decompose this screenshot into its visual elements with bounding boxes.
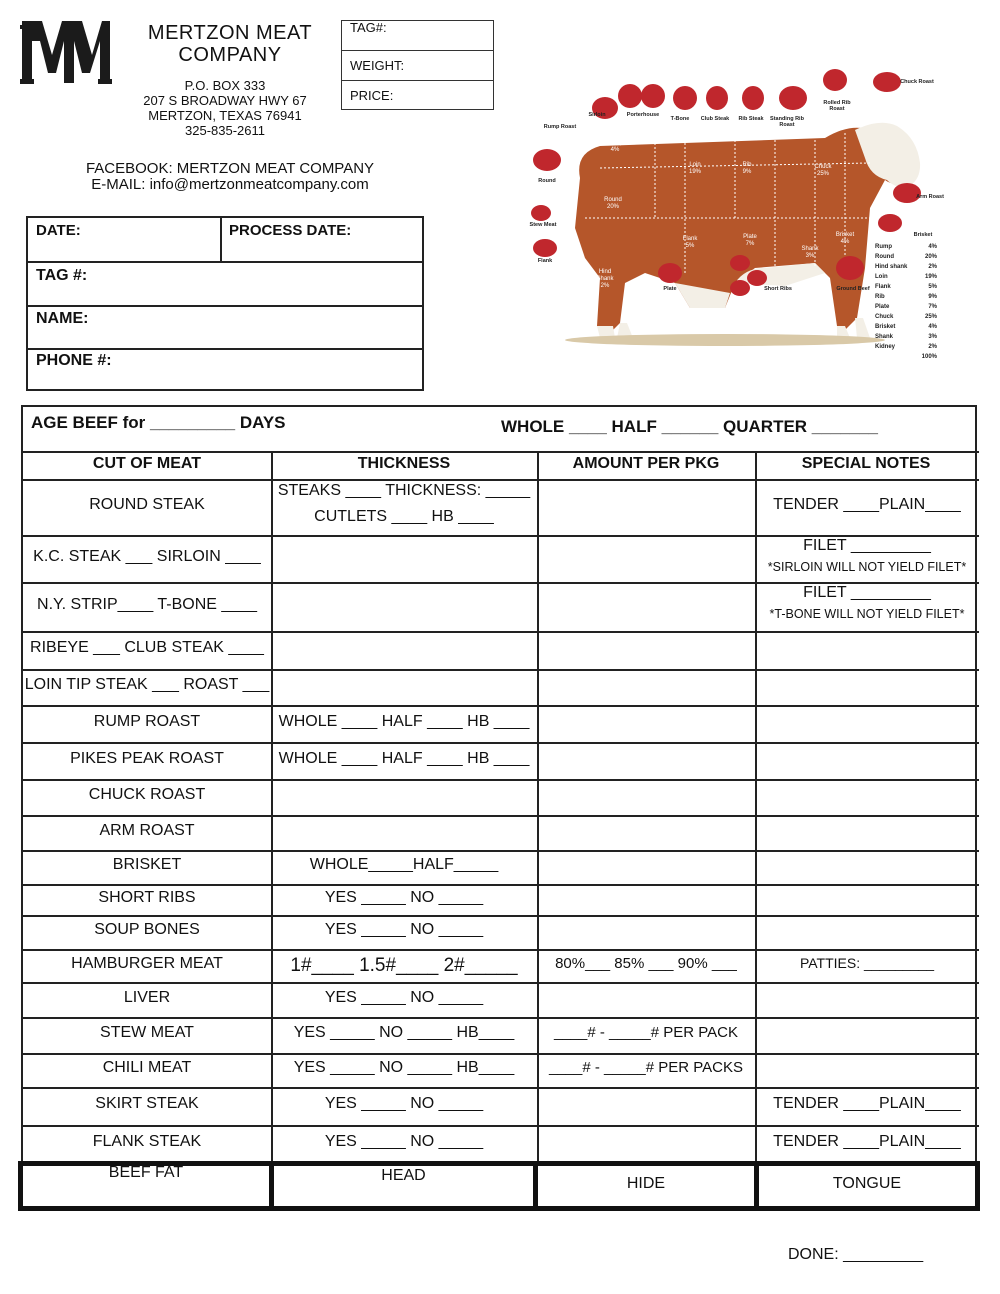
- table-row-line: [23, 631, 979, 633]
- legend-percent: 25%: [924, 314, 937, 320]
- region-label-plate: Plate: [743, 234, 757, 240]
- table-row-line: [23, 815, 979, 817]
- region-label-rump: Rump: [606, 140, 624, 146]
- svg-text:Roast: Roast: [779, 122, 795, 128]
- cut-name-club-steak: Club Steak: [700, 116, 730, 122]
- svg-text:19%: 19%: [688, 169, 702, 175]
- table-row-line: [23, 1053, 979, 1055]
- table-row-line: [23, 915, 979, 917]
- legend-percent: 3%: [928, 334, 937, 340]
- legend-percent: 100%: [921, 354, 937, 360]
- table-row-line: [23, 1125, 979, 1127]
- cut-name: RUMP ROAST: [93, 712, 201, 730]
- special-notes[interactable]: FILET _________: [803, 537, 931, 554]
- cut-name: ROUND STEAK: [89, 496, 205, 513]
- cut-name: CHILI MEAT: [102, 1059, 192, 1076]
- table-row-line: [23, 779, 979, 781]
- beef-cuts-chart: [525, 68, 950, 368]
- cut-name: CHUCK ROAST: [88, 786, 206, 803]
- contact-info: FACEBOOK: MERTZON MEAT COMPANY E-MAIL: info@mertzonmeatcompany.com: [85, 160, 375, 193]
- weight-field[interactable]: WEIGHT:: [342, 51, 493, 81]
- thickness-option[interactable]: YES _____ NO _____ HB____: [293, 1024, 515, 1041]
- process-date-field[interactable]: PROCESS DATE:: [229, 222, 352, 239]
- cut-name: SHORT RIBS: [98, 888, 196, 906]
- cut-name: K.C. STEAK ___ SIRLOIN ____: [33, 547, 261, 565]
- legend-name: Loin: [875, 274, 888, 280]
- svg-text:2%: 2%: [600, 283, 610, 289]
- age-beef-field[interactable]: AGE BEEF for _________ DAYS: [31, 413, 286, 432]
- thickness-option[interactable]: YES _____ NO _____: [324, 1133, 484, 1150]
- region-label-flank: Flank: [682, 236, 698, 242]
- legend-percent: 2%: [928, 344, 937, 350]
- cut-name-short-ribs: Short Ribs: [764, 286, 792, 292]
- thickness-option[interactable]: WHOLE_____HALF_____: [309, 856, 499, 873]
- amount-per-package[interactable]: 80%___ 85% ___ 90% ___: [555, 954, 737, 972]
- legend-name: Rump: [875, 244, 892, 250]
- special-notes-warning: *T-BONE WILL NOT YIELD FILET*: [769, 607, 965, 621]
- head-option[interactable]: HEAD: [381, 1167, 426, 1184]
- cut-name: STEW MEAT: [100, 1024, 194, 1041]
- svg-text:25%: 25%: [816, 171, 830, 177]
- svg-text:3%: 3%: [805, 253, 815, 259]
- cut-name: PIKES PEAK ROAST: [70, 749, 224, 767]
- tongue-option[interactable]: TONGUE: [832, 1175, 902, 1192]
- table-row-line: [23, 982, 979, 984]
- bottom-items-box: [18, 1161, 980, 1211]
- customer-info-box: [26, 216, 424, 391]
- legend-name: Rib: [875, 294, 885, 300]
- region-label-chuck: Chuck: [814, 164, 832, 170]
- company-address: P.O. BOX 333 207 S BROADWAY HWY 67 MERTZON, TEXAS 76941 325-835-2611: [143, 78, 307, 138]
- cut-name: SKIRT STEAK: [95, 1095, 199, 1112]
- svg-text:5%: 5%: [685, 243, 695, 249]
- table-row-line: [23, 850, 979, 852]
- svg-text:4%: 4%: [840, 239, 850, 245]
- region-label-round: Round: [604, 197, 622, 203]
- cut-name-round: Round: [538, 178, 556, 184]
- region-label-hind-shank: Hind: [598, 269, 612, 275]
- legend-name: Brisket: [875, 324, 896, 330]
- cut-name-flank: Flank: [537, 258, 553, 264]
- legend-percent: 4%: [928, 244, 937, 250]
- column-header: AMOUNT PER PKG: [572, 455, 720, 472]
- cut-name-arm-roast: Arm Roast: [916, 194, 944, 200]
- special-notes[interactable]: TENDER ____PLAIN____: [773, 496, 961, 513]
- column-header: SPECIAL NOTES: [801, 455, 931, 472]
- cut-name: LOIN TIP STEAK ___ ROAST ___: [24, 676, 270, 693]
- legend-percent: 19%: [924, 274, 937, 280]
- amount-per-package[interactable]: ____# - _____# PER PACKS: [548, 1059, 743, 1076]
- cut-name: ARM ROAST: [99, 821, 195, 839]
- table-col-line: [537, 451, 539, 1163]
- special-notes[interactable]: TENDER ____PLAIN____: [773, 1095, 961, 1112]
- company-name: MERTZON MEAT COMPANY: [147, 22, 313, 66]
- cut-name-plate: Plate: [663, 286, 677, 292]
- cut-name: BRISKET: [112, 856, 182, 873]
- table-row-line: [23, 742, 979, 744]
- table-row-line: [23, 705, 979, 707]
- svg-text:7%: 7%: [745, 241, 755, 247]
- legend-percent: 5%: [928, 284, 937, 290]
- legend-name: Hind shank: [875, 264, 908, 270]
- cut-name: N.Y. STRIP____ T-BONE ____: [37, 595, 257, 613]
- tag-field[interactable]: TAG#:: [342, 21, 493, 51]
- table-row-line: [23, 451, 979, 453]
- legend-name: Flank: [875, 284, 891, 290]
- hide-option[interactable]: HIDE: [626, 1175, 666, 1192]
- portion-field[interactable]: WHOLE ____ HALF ______ QUARTER _______: [501, 417, 878, 436]
- table-row-line: [23, 1017, 979, 1019]
- cut-name-rump-roast: Rump Roast: [543, 124, 577, 130]
- special-notes[interactable]: TENDER ____PLAIN____: [773, 1133, 961, 1150]
- name-field[interactable]: NAME:: [28, 307, 422, 350]
- thickness-option[interactable]: YES _____ NO _____ HB____: [293, 1059, 515, 1076]
- region-label-loin: Loin: [689, 162, 701, 168]
- legend-percent: 4%: [928, 324, 937, 330]
- cut-name-stew-meat: Stew Meat: [529, 222, 557, 228]
- svg-text:Shank: Shank: [596, 276, 614, 282]
- region-label-rib: Rib: [742, 162, 752, 168]
- svg-text:20%: 20%: [606, 204, 620, 210]
- date-divider: [220, 218, 222, 261]
- legend-percent: 20%: [924, 254, 937, 260]
- svg-text:Roast: Roast: [829, 106, 845, 112]
- thickness-option-2[interactable]: CUTLETS ____ HB ____: [314, 508, 494, 525]
- svg-text:9%: 9%: [742, 169, 752, 175]
- thickness-option[interactable]: STEAKS ____ THICKNESS: _____: [277, 482, 531, 499]
- thickness-option[interactable]: WHOLE ____ HALF ____ HB ____: [278, 749, 530, 767]
- column-header: CUT OF MEAT: [92, 455, 202, 472]
- cut-name-brisket: Brisket: [913, 232, 933, 238]
- cut-name-rolled-rib-roast: Rolled Rib: [823, 100, 851, 106]
- special-notes-warning: *SIRLOIN WILL NOT YIELD FILET*: [767, 560, 967, 574]
- special-notes[interactable]: PATTIES: _________: [799, 954, 935, 971]
- thickness-option[interactable]: WHOLE ____ HALF ____ HB ____: [278, 712, 530, 730]
- table-col-line: [755, 451, 757, 1163]
- cut-name-sirloin: Sirloin: [588, 112, 606, 118]
- legend-name: Shank: [875, 334, 894, 340]
- thickness-option[interactable]: YES _____ NO _____: [324, 888, 484, 906]
- table-row-line: [23, 1087, 979, 1089]
- cut-order-table: [21, 405, 977, 1163]
- table-row-line: [23, 479, 979, 481]
- svg-text:4%: 4%: [610, 147, 620, 153]
- cut-name: SOUP BONES: [94, 921, 200, 938]
- legend-percent: 9%: [928, 294, 937, 300]
- price-field[interactable]: PRICE:: [350, 88, 394, 103]
- legend-name: Kidney: [875, 344, 896, 350]
- cut-name: HAMBURGER MEAT: [71, 954, 223, 972]
- cut-name-porterhouse: Porterhouse: [626, 112, 660, 118]
- region-label-brisket: Brisket: [835, 232, 855, 238]
- special-notes[interactable]: FILET _________: [803, 584, 931, 601]
- tag-number-field[interactable]: TAG #:: [28, 263, 422, 307]
- thickness-option[interactable]: 1#____ 1.5#____ 2#_____: [290, 954, 518, 976]
- cut-name-rib-steak: Rib Steak: [738, 116, 764, 122]
- done-field[interactable]: DONE: _________: [788, 1246, 924, 1263]
- percent-legend: [875, 244, 938, 360]
- legend-name: Round: [875, 254, 894, 260]
- cut-name: FLANK STEAK: [92, 1133, 202, 1150]
- legend-percent: 2%: [928, 264, 937, 270]
- cut-name-chuck-roast: Chuck Roast: [900, 79, 934, 85]
- company-logo: [18, 15, 113, 87]
- date-row: [28, 218, 422, 263]
- legend-name: Chuck: [875, 314, 894, 320]
- cut-name-tbone: T-Bone: [670, 116, 690, 122]
- cut-name: RIBEYE ___ CLUB STEAK ____: [30, 639, 264, 656]
- cut-name-standing-rib-roast: Standing Rib: [770, 116, 804, 122]
- cut-name: LIVER: [123, 988, 171, 1006]
- phone-field[interactable]: PHONE #:: [36, 352, 112, 369]
- table-row-line: [23, 884, 979, 886]
- column-header: THICKNESS: [357, 455, 451, 472]
- date-field[interactable]: DATE:: [36, 222, 81, 239]
- legend-name: Plate: [875, 304, 890, 310]
- region-label-shank: Shank: [801, 246, 819, 252]
- legend-percent: 7%: [928, 304, 937, 310]
- table-row-line: [23, 669, 979, 671]
- thickness-option[interactable]: YES _____ NO _____: [324, 921, 484, 938]
- amount-per-package[interactable]: ____# - _____# PER PACK: [553, 1024, 738, 1041]
- table-row-line: [23, 949, 979, 951]
- thickness-option[interactable]: YES _____ NO _____: [324, 1095, 484, 1112]
- table-col-line: [271, 451, 273, 1163]
- cut-name-ground-beef: Ground Beef: [836, 286, 870, 292]
- beef-fat-option[interactable]: BEEF FAT: [108, 1164, 184, 1181]
- thickness-option[interactable]: YES _____ NO _____: [324, 988, 484, 1006]
- tag-weight-price-box: [341, 20, 494, 110]
